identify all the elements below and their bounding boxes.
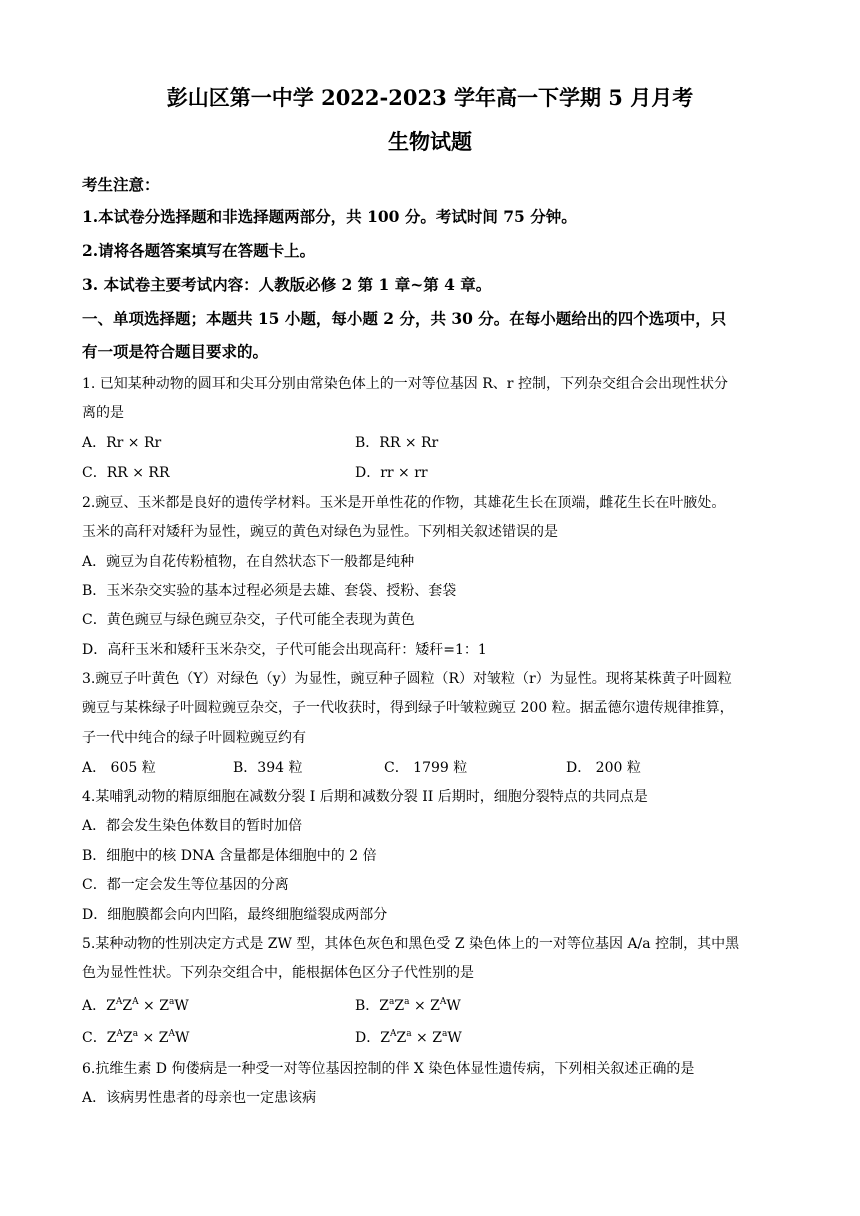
q4-option-b: B．细胞中的核 DNA 含量都是体细胞中的 2 倍 xyxy=(82,848,377,864)
notice-item-1: 1.本试卷分选择题和非选择题两部分，共 100 分。考试时间 75 分钟。 xyxy=(82,207,577,226)
q1-option-a: A．Rr × Rr xyxy=(82,435,162,451)
q2-option-d: D．高秆玉米和矮秆玉米杂交，子代可能会出现高秆：矮秆=1：1 xyxy=(82,642,487,658)
q3-option-d: D． 200 粒 xyxy=(566,760,641,776)
q3-stem-line-3: 子一代中纯合的绿子叶圆粒豌豆约有 xyxy=(82,730,306,746)
notice-item-3: 3. 本试卷主要考试内容：人教版必修 2 第 1 章~第 4 章。 xyxy=(82,275,492,294)
q3-option-a: A． 605 粒 xyxy=(82,760,156,776)
q2-option-a: A．豌豆为自花传粉植物，在自然状态下一般都是纯种 xyxy=(82,554,415,570)
q2-stem-line-2: 玉米的高秆对矮秆为显性，豌豆的黄色对绿色为显性。下列相关叙述错误的是 xyxy=(82,524,558,540)
q5-stem-line-1: 5.某种动物的性别决定方式是 ZW 型，其体色灰色和黑色受 Z 染色体上的一对等位基因 A/a 控制，其中黑 xyxy=(82,936,740,952)
notice-item-2: 2.请将各题答案填写在答题卡上。 xyxy=(82,241,316,260)
section-heading-line-1: 一、单项选择题；本题共 15 小题，每小题 2 分，共 30 分。在每小题给出的四个选项中，只 xyxy=(82,309,727,328)
section-heading-line-2: 有一项是符合题目要求的。 xyxy=(82,342,269,361)
q2-option-c: C．黄色豌豆与绿色豌豆杂交，子代可能全表现为黄色 xyxy=(82,612,415,628)
q4-stem: 4.某哺乳动物的精原细胞在减数分裂 I 后期和减数分裂 II 后期时，细胞分裂特点的共同点是 xyxy=(82,789,648,805)
q6-option-a: A．该病男性患者的母亲也一定患该病 xyxy=(82,1090,317,1106)
q4-option-a: A．都会发生染色体数目的暂时加倍 xyxy=(82,818,303,834)
q4-option-c: C．都一定会发生等位基因的分离 xyxy=(82,877,289,893)
q3-option-c: C． 1799 粒 xyxy=(384,760,468,776)
q5-option-b: B．$Z^aZ^a \times Z^AW$ xyxy=(355,997,461,1014)
page-subtitle: 生物试题 xyxy=(388,129,472,154)
q5-option-a: A．$Z^AZ^A \times Z^aW$ xyxy=(82,997,189,1014)
q1-stem-line-1: 1. 已知某种动物的圆耳和尖耳分别由常染色体上的一对等位基因 R、r 控制，下列杂交组合会出现性状分 xyxy=(82,376,728,392)
q5-stem-line-2: 色为显性性状。下列杂交组合中，能根据体色区分子代性别的是 xyxy=(82,965,474,981)
q1-option-b: B．RR × Rr xyxy=(355,435,439,451)
q5-option-d: D．$Z^AZ^a \times Z^aW$ xyxy=(355,1029,462,1046)
q3-option-b: B．394 粒 xyxy=(233,760,303,776)
q3-stem-line-2: 豌豆与某株绿子叶圆粒豌豆杂交，子一代收获时，得到绿子叶皱粒豌豆 200 粒。据孟德尔遗传规律推算， xyxy=(82,700,734,716)
q2-option-b: B．玉米杂交实验的基本过程必须是去雄、套袋、授粉、套袋 xyxy=(82,583,457,599)
q1-option-c: C．RR × RR xyxy=(82,465,170,481)
q1-option-d: D．rr × rr xyxy=(355,465,428,481)
q3-stem-line-1: 3.豌豆子叶黄色（Y）对绿色（y）为显性，豌豆种子圆粒（R）对皱粒（r）为显性。现将某株黄子叶圆粒 xyxy=(82,671,732,687)
q1-stem-line-2: 离的是 xyxy=(82,405,124,421)
notice-heading: 考生注意： xyxy=(82,175,160,194)
q4-option-d: D．细胞膜都会向内凹陷，最终细胞缢裂成两部分 xyxy=(82,907,388,923)
q6-stem: 6.抗维生素 D 佝偻病是一种受一对等位基因控制的伴 X 染色体显性遗传病，下列相关叙述正确的是 xyxy=(82,1061,695,1077)
q5-option-c: C．$Z^AZ^a \times Z^AW$ xyxy=(82,1029,190,1046)
q2-stem-line-1: 2.豌豆、玉米都是良好的遗传学材料。玉米是开单性花的作物，其雄花生长在顶端，雌花生长在叶腋处。 xyxy=(82,495,726,511)
page-title: 彭山区第一中学 2022-2023 学年高一下学期 5 月月考 xyxy=(166,85,694,110)
